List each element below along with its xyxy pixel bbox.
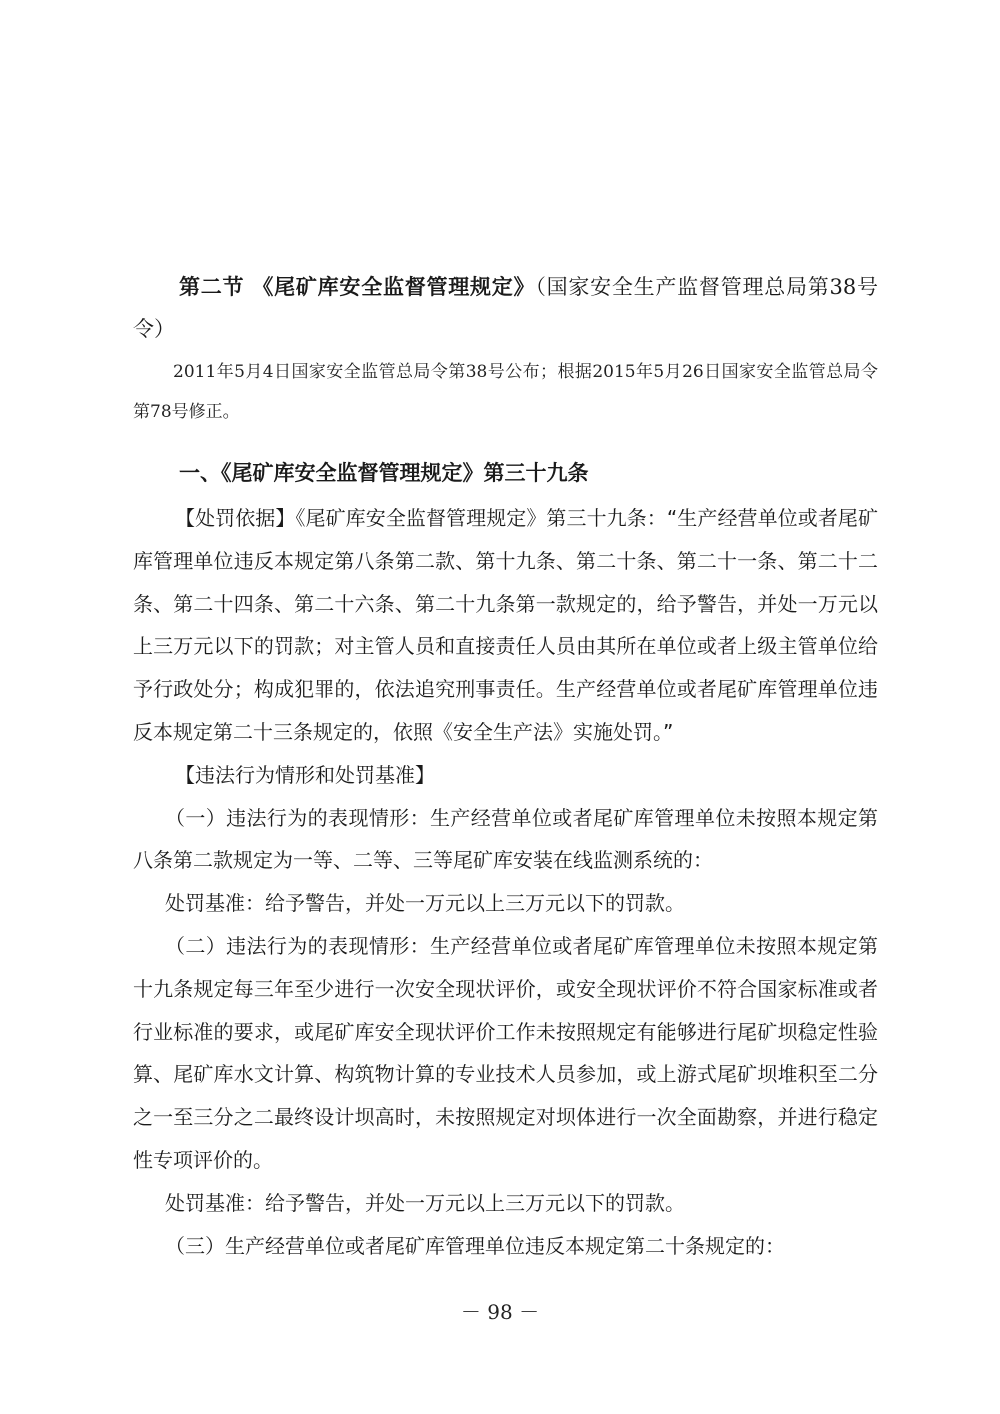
paragraph-case-2-penalty: 处罚基准：给予警告，并处一万元以上三万元以下的罚款。 xyxy=(165,1190,685,1215)
publication-note: 2011年5月4日国家安全监管总局令第38号公布；根据2015年5月26日国家安全监管总局令第78号修正。 xyxy=(133,362,878,422)
section-title: 第二节 《尾矿库安全监督管理规定》 xyxy=(179,274,536,299)
section-heading xyxy=(133,266,878,350)
paragraph-case-2: （二）违法行为的表现情形：生产经营单位或者尾矿库管理单位未按照本规定第十九条规定每三年至少进行一次安全现状评价，或安全现状评价不符合国家标准或者行业标准的要求，或尾矿库安全现状评价工作未按照规定有能够进行尾矿坝稳定性验算、尾矿库水文计算、构筑物计算的专业技术人员参加，或上游式尾矿坝堆积至二分之一至三分之二最终设计坝高时，未按照规定对坝体进行一次全面勘察，并进行稳定性专项评价的。 xyxy=(133,933,878,1172)
page-number: － 98 － xyxy=(460,1300,540,1324)
paragraph-case-3: （三）生产经营单位或者尾矿库管理单位违反本规定第二十条规定的： xyxy=(165,1233,785,1258)
paragraph-penalty-basis: 【处罚依据】《尾矿库安全监督管理规定》第三十九条：“生产经营单位或者尾矿库管理单位违反本规定第八条第二款、第十九条、第二十条、第二十一条、第二十二条、第二十四条、第二十六条、第二十九条第一款规定的，给予警告，并处一万元以上三万元以下的罚款；对主管人员和直接责任人员由其所在单位或者上级主管单位给予行政处分；构成犯罪的，依法追究刑事责任。生产经营单位或者尾矿库管理单位违反本规定第二十三条规定的，依照《安全生产法》实施处罚。” xyxy=(133,506,878,744)
paragraph-case-1-penalty: 处罚基准：给予警告，并处一万元以上三万元以下的罚款。 xyxy=(165,891,685,916)
paragraph-case-1: （一）违法行为的表现情形：生产经营单位或者尾矿库管理单位未按照本规定第八条第二款规定为一等、二等、三等尾矿库安装在线监测系统的： xyxy=(133,805,878,873)
article-body xyxy=(133,497,878,1267)
article-heading: 一、《尾矿库安全监督管理规定》第三十九条 xyxy=(179,460,589,485)
paragraph-criteria-heading: 【违法行为情形和处罚基准】 xyxy=(175,762,435,787)
section-subtitle: （国家安全生产监督管理总局第38号令） xyxy=(133,275,878,341)
